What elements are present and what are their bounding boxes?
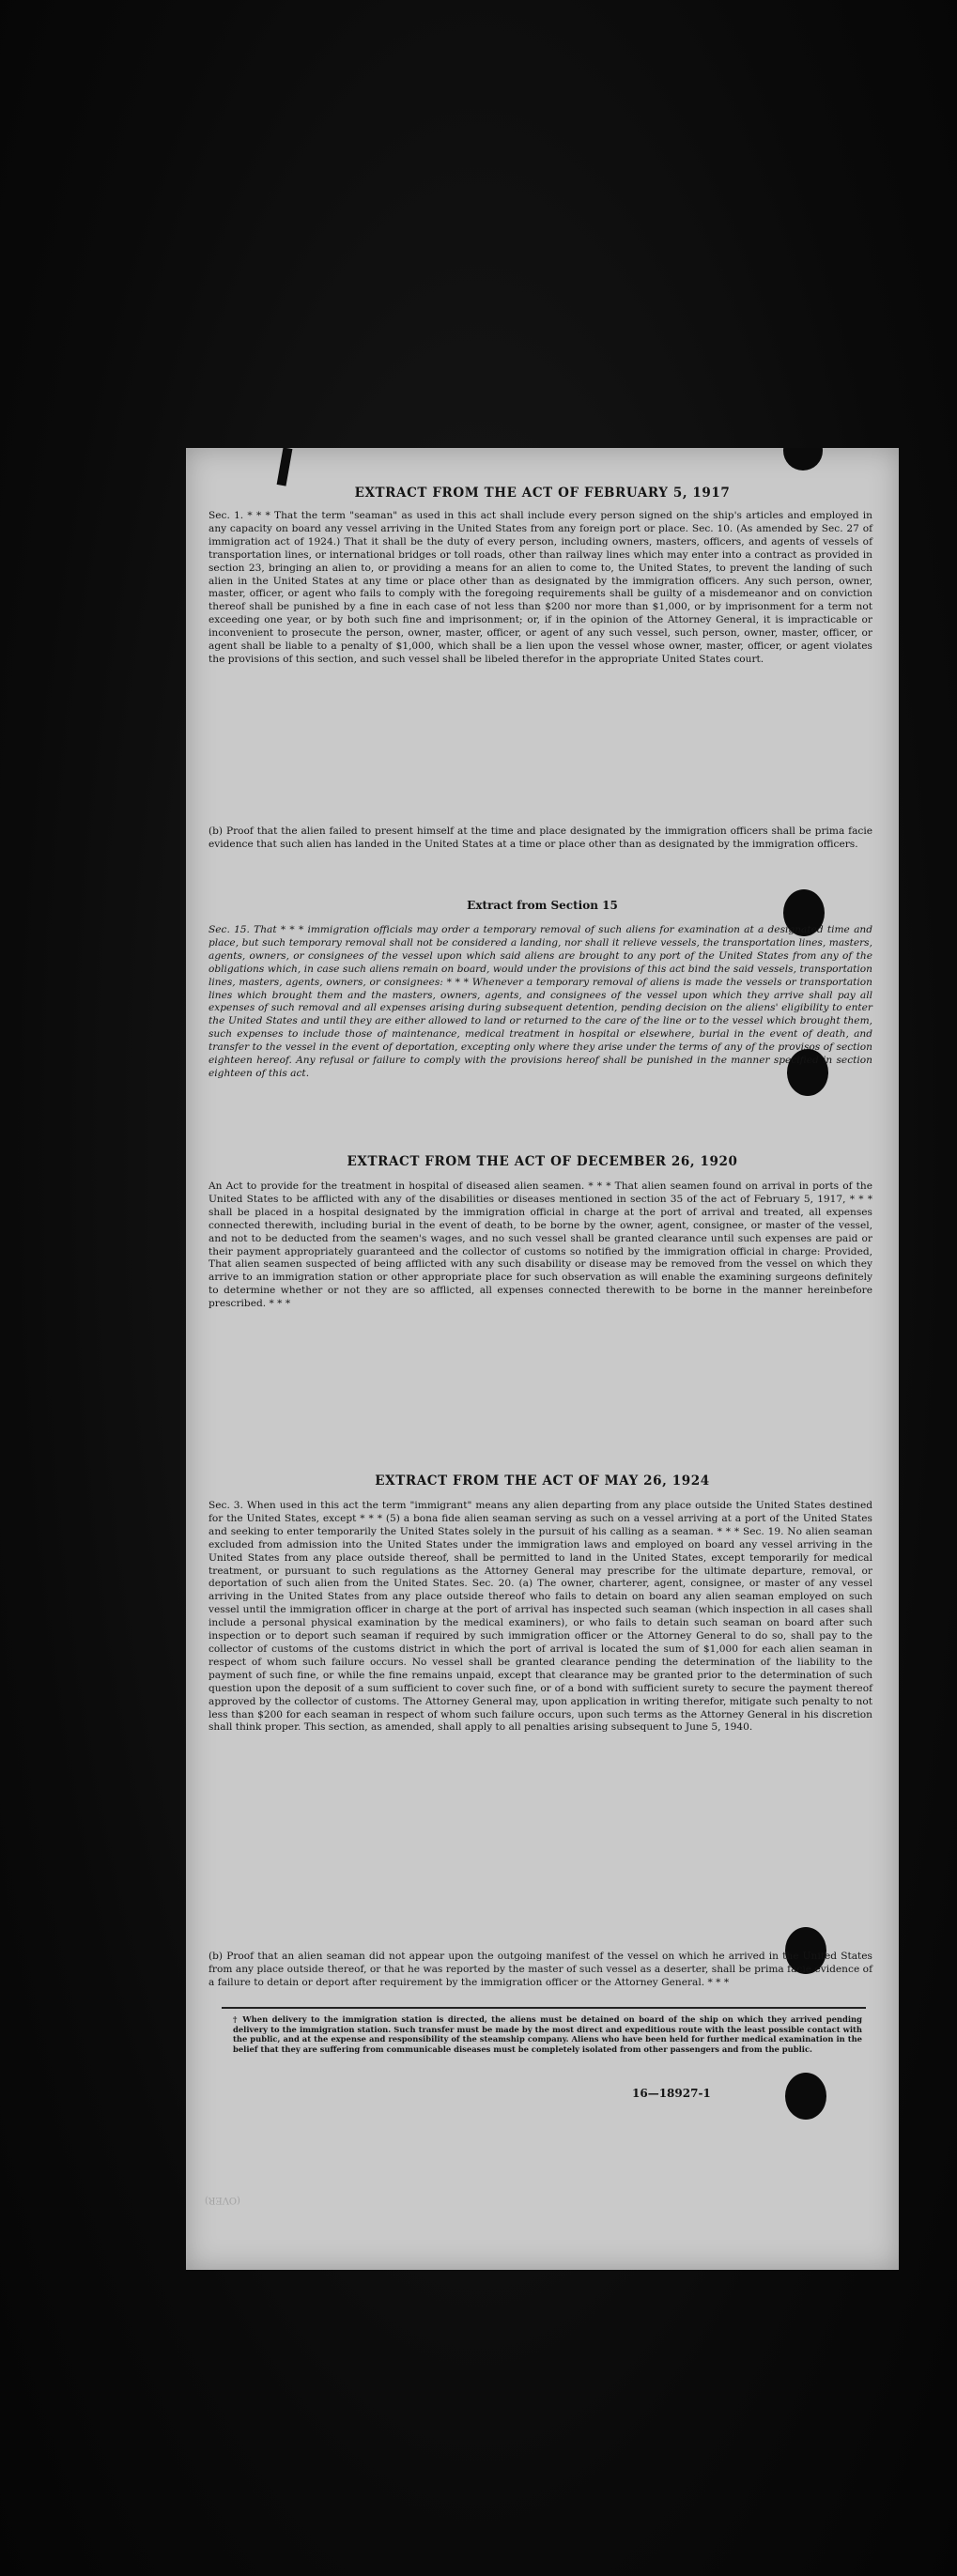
ink-mark (277, 448, 293, 486)
heading-act-1917: EXTRACT FROM THE ACT OF FEBRUARY 5, 1917 (354, 486, 731, 501)
heading-act-1924: EXTRACT FROM THE ACT OF MAY 26, 1924 (375, 1473, 710, 1489)
document-page (186, 448, 899, 2270)
act-1924-text: Sec. 3. When used in this act the term "immigrant" means any alien departing from any place outside the United States destined for the United States, except * * * (5) a bona fide alien seaman serving as such on a vessel arriving at a port of the United States and seeking to enter temporarily the United States solely in the pursuit of his calling as a seaman. * * * Sec. 19. No alien seaman excluded from admission into the United States under the immigration laws and employed on board any vessel arriving in the United States from any place outside thereof, shall be permitted to land in the United States, except temporarily for medical treatment, or pursuant to such regulations as the Attorney General may prescribe for the ultimate departure, removal, or deportation of such alien from the United States. Sec. 20. (a) The owner, charterer, agent, consignee, or master of any vessel arriving in the United States from any place outside thereof who fails to detain on board any alien seaman employed on such vessel until the immigration officer in charge at the port of arrival has inspected such seaman (which inspection in all cases shall include a personal physical examination by the medical examiners), or who fails to detain such seaman on board after such inspection or to deport such seaman if required by such immigration officer or the Attorney General to do so, shall pay to the collector of customs of the customs district in which the port of arrival is located the sum of $1,000 for each alien seaman in respect of whom such failure occurs. No vessel shall be granted clearance pending the determination of the liability to the payment of such fine, or while the fine remains unpaid, except that clearance may be granted prior to the determination of such question upon the deposit of a sum sufficient to cover such fine, or of a bond with sufficient surety to secure the payment thereof approved by the collector of customs. The Attorney General may, upon application in writing therefor, mitigate such penalty to not less than $200 for each seaman in respect of whom such failure occurs, upon such terms as the Attorney General in his discretion shall think proper. This section, as amended, shall apply to all penalties arising subsequent to June 5, 1940. (208, 1500, 872, 1734)
footnote-divider (222, 2007, 866, 2009)
form-number: 16—18927-1 (632, 2087, 711, 2100)
punch-hole-top (783, 448, 823, 470)
footnote-text: † When delivery to the immigration station is directed, the aliens must be detained on board of the ship on which they arrived pending delivery to the immigration station. Such transfer must be made by the most direct and expeditious route with the least possible contact with the public, and at the expense and responsibility of the steamship company. Aliens who have been held for further medical examination in the belief that they are suffering from communicable diseases must be completely isolated from other passengers and from the public. (233, 2014, 862, 2054)
act-1920-text: An Act to provide for the treatment in hospital of diseased alien seamen. * * * That alien seamen found on arrival in ports of the United States to be afflicted with any of the disabilities or diseases mentioned in section 35 of the act of February 5, 1917, * * * shall be placed in a hospital designated by the immigration official in charge at the port of arrival and treated, all expenses connected therewith, including burial in the event of death, to be borne by the owner, agent, consignee, or master of the vessel, and not to be deducted from the seamen's wages, and no such vessel shall be granted clearance until such expenses are paid or their payment appropriately guaranteed and the collector of customs so notified by the immigration official in charge: Provided, That alien seamen suspected of being afflicted with any such disability or disease may be removed from the vessel on which they arrive to an immigration station or other appropriate place for such observation as will enable the examining surgeons definitely to determine whether or not they are so afflicted, all expenses connected therewith to be borne in the manner hereinbefore prescribed. * * * (208, 1180, 872, 1310)
bleed-through-text: (OVER) (205, 2195, 240, 2205)
punch-hole-4 (785, 2073, 826, 2120)
section-1-and-10-text: Sec. 1. * * * That the term "seaman" as used in this act shall include every person signed on the ship's articles and employed in any capacity on board any vessel arriving in the United States from any foreign port or place. Sec. 10. (As amended by Sec. 27 of immigration act of 1924.) That it shall be the duty of every person, including owners, masters, officers, and agents of vessels of transportation lines, or international bridges or toll roads, other than railway lines which may enter into a contract as provided in section 23, bringing an alien to, or providing a means for an alien to come to, the United States, to prevent the landing of such alien in the United States at any time or place other than as designated by the immigration officers. Any such person, owner, master, officer, or agent who fails to comply with the foregoing requirements shall be guilty of a misdemeanor and on conviction thereof shall be punished by a fine in each case of not less than $200 nor more than $1,000, or by imprisonment for a term not exceeding one year, or by both such fine and imprisonment; or, if in the opinion of the Attorney General, it is impracticable or inconvenient to prosecute the person, owner, master, officer, or agent of any such vessel, such person, owner, master, officer, or agent shall be liable to a penalty of $1,000, which shall be a lien upon the vessel whose owner, master, officer, or agent violates the provisions of this section, and such vessel shall be libeled therefor in the appropriate United States court. (208, 510, 872, 665)
proof-paragraph-1924: (b) Proof that an alien seaman did not appear upon the outgoing manifest of the vessel on which he arrived in the United States from any place outside thereof, or that he was reported by the master of such vessel as a deserter, shall be prima facie evidence of a failure to detain or deport after requirement by the immigration officer or the Attorney General. * * * (208, 1951, 872, 1988)
heading-act-1920: EXTRACT FROM THE ACT OF DECEMBER 26, 1920 (347, 1154, 738, 1169)
section-15-text: Sec. 15. That * * * immigration officials may order a temporary removal of such aliens for examination at a designated time and place, but such temporary removal shall not be considered a landing, nor shall it relieve vessels, the transportation lines, masters, agents, owners, or consignees of the vessel upon which said aliens are brought to any port of the United States from any of the obligations which, in case such aliens remain on board, would under the provisions of this act bind the said vessels, transportation lines, masters, agents, owners, or consignees: * * * Whenever a temporary removal of aliens is made the vessels or transportation lines which brought them and the masters, owners, agents, and consignees of the vessel upon which they arrive shall pay all expenses of such removal and all expenses arising during subsequent detention, pending decision on the aliens' eligibility to enter the United States and until they are either allowed to land or returned to the care of the line or to the vessel which brought them, such expenses to include those of maintenance, medical treatment in hospital or elsewhere, burial in the event of death, and transfer to the vessel in the event of deportation, excepting only where they arise under the terms of any of the provisos of section eighteen hereof. Any refusal or failure to comply with the provisions hereof shall be punished in the manner specified in section eighteen of this act. (208, 924, 872, 1079)
proof-paragraph-1917: (b) Proof that the alien failed to present himself at the time and place designated by the immigration officers shall be prima facie evidence that such alien has landed in the United States at a time or place other than as designated by the immigration officers. (208, 825, 872, 850)
heading-section-15: Extract from Section 15 (467, 899, 618, 912)
